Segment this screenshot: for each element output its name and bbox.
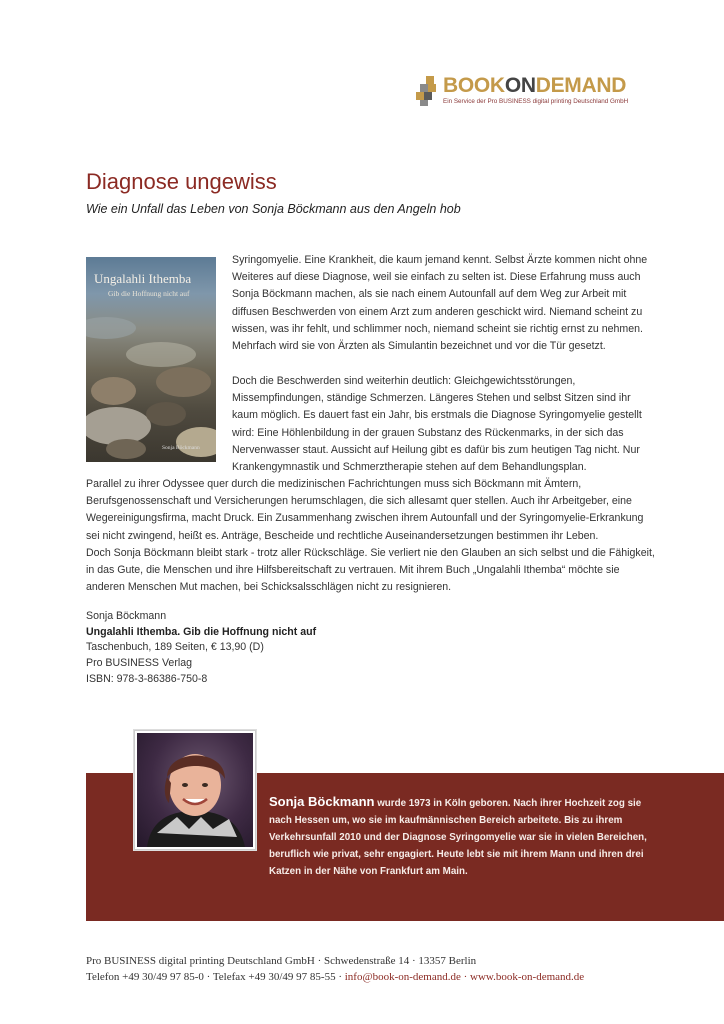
cover-subtitle: Gib die Hoffnung nicht auf: [108, 289, 190, 298]
footer-web-links[interactable]: info@book-on-demand.de · www.book-on-demand.de: [344, 971, 585, 983]
book-info-publisher: Pro BUSINESS Verlag: [86, 657, 192, 670]
author-portrait-icon: [137, 733, 253, 847]
book-info-author: Sonja Böckmann: [86, 610, 167, 622]
footer-contact-line: [86, 969, 584, 985]
cover-title: Ungalahli Ithemba: [94, 271, 192, 286]
book-info-isbn: ISBN: 978-3-86386-750-8: [86, 672, 208, 685]
logo-mark-icon: [416, 76, 440, 106]
book-info-title: Ungalahli Ithemba. Gib die Hoffnung nicht auf: [86, 625, 317, 638]
footer-phone: Telefon +49 30/49 97 85-0 · Telefax +49 30/49 97 85-55 ·: [86, 971, 345, 983]
cover-author: Sonja Böckmann: [162, 445, 200, 451]
footer-address: Pro BUSINESS digital printing Deutschland GmbH · Schwedenstraße 14 · 13357 Berlin: [86, 955, 477, 967]
logo-tagline: Ein Service der Pro BUSINESS digital printing Deutschland GmbH: [443, 98, 629, 105]
logo-wordmark: BOOKONDEMAND: [443, 74, 627, 97]
article-paragraph-4: Doch Sonja Böckmann bleibt stark - trotz aller Rückschläge. Sie verliert nie den Glauben an sich selbst und die Fähigkeit, in das Gute, die Menschen und ihre Hilfsbereitschaft zu vertrauen. Mit ihrem Buch „Ungalahli Ithemba“ möchte sie anderen Menschen Mut machen, bei Schicksalsschlägen nicht zu resignieren.: [86, 547, 655, 594]
article-subtitle: Wie ein Unfall das Leben von Sonja Böckmann aus den Angeln hob: [86, 202, 461, 216]
article-title: Diagnose ungewiss: [86, 169, 277, 194]
book-on-demand-logo: [416, 74, 661, 114]
author-bio-name: Sonja Böckmann: [269, 794, 375, 809]
author-bio-text: [269, 793, 659, 880]
article-paragraph-2: Doch die Beschwerden sind weiterhin deutlich: Gleichgewichtsstörungen, Missempfindungen, ständige Schmerzen. Längeres Stehen und selbst Sitzen sind ihr kaum möglich. Es dauert fast ein Jahr, bis erstmals die Diagnose Syringomyelie gestellt wird: Eine Höhlenbildung in der grauen Substanz des Rückenmarks, in der sich das Nervenwasser staut. Aussicht auf Heilung gibt es dafür bis zum heutigen Tag nicht. Nur Krankengymnastik und Schmerztherapie stehen auf dem Behandlungsplan.: [232, 375, 642, 474]
article-paragraph-3: Parallel zu ihrer Odyssee quer durch die medizinischen Fachrichtungen muss sich Böckmann mit Ämtern, Berufsgenossenschaft und Versicherungen herumschlagen, die sich allesamt quer stellen. Auch ihr Arbeitgeber, eine Wegereinigungsfirma, macht Druck. Ein Zusammenhang zwischen ihrem Autounfall und der Syringomyelie-Erkrankung sei nicht zwingend, heißt es. Anträge, Bescheide und rechtliche Auseinandersetzungen bestimmen ihr Leben.: [86, 478, 644, 542]
author-photo: [134, 730, 256, 850]
book-info-format: Taschenbuch, 189 Seiten, € 13,90 (D): [86, 641, 264, 654]
author-bio-body: wurde 1973 in Köln geboren. Nach ihrer Hochzeit zog sie nach Hessen um, wo sie im kaufmännischen Bereich arbeitete. Bis zu ihrem Verkehrsunfall 2010 und der Diagnose Syringomyelie war sie in vielen Bereichen, beruflich wie privat, sehr engagiert. Heute lebt sie mit ihrem Mann und ihren drei Katzen in der Nähe von Frankfurt am Main.: [269, 798, 647, 877]
footer: [86, 953, 584, 985]
book-info-block: [86, 609, 316, 688]
book-cover-image: [86, 257, 216, 462]
article-paragraph-1: Syringomyelie. Eine Krankheit, die kaum jemand kennt. Selbst Ärzte kommen nicht ohne Weiteres auf diese Diagnose, weil sie einfach zu selten ist. Diese Erfahrung muss auch Sonja Böckmann machen, als sie nach einem Autounfall auf dem Weg zur Arbeit mit diffusen Beschwerden von einem Arzt zum anderen geschickt wird. Niemand scheint zu wissen, was ihr fehlt, und schlimmer noch, niemand scheint sie richtig ernst zu nehmen. Mehrfach wird sie von Ärzten als Simulantin bezeichnet und vor die Tür gesetzt.: [232, 254, 648, 353]
